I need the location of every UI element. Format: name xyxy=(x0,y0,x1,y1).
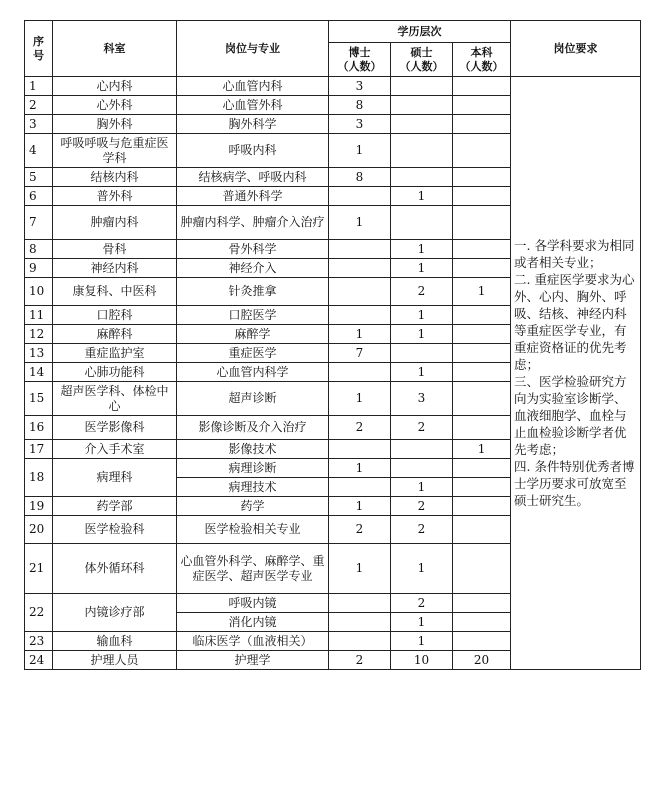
master-count-cell: 1 xyxy=(391,259,453,278)
bachelor-count-cell xyxy=(453,96,511,115)
bachelor-count-cell xyxy=(453,544,511,594)
bachelor-count-cell xyxy=(453,594,511,613)
department-cell: 呼吸呼吸与危重症医学科 xyxy=(53,134,177,168)
header-phd: 博士 （人数） xyxy=(329,43,391,77)
position-cell: 病理技术 xyxy=(177,478,329,497)
department-cell: 心外科 xyxy=(53,96,177,115)
bachelor-count-cell: 1 xyxy=(453,278,511,306)
department-cell: 肿瘤内科 xyxy=(53,206,177,240)
master-count-cell: 2 xyxy=(391,497,453,516)
position-cell: 骨外科学 xyxy=(177,240,329,259)
phd-count-cell: 1 xyxy=(329,382,391,416)
bachelor-count-cell xyxy=(453,134,511,168)
master-count-cell: 1 xyxy=(391,544,453,594)
department-cell: 超声医学科、体检中心 xyxy=(53,382,177,416)
master-count-cell xyxy=(391,96,453,115)
header-education: 学历层次 xyxy=(329,21,511,43)
position-cell: 肿瘤内科学、肿瘤介入治疗 xyxy=(177,206,329,240)
master-count-cell: 2 xyxy=(391,278,453,306)
row-number: 16 xyxy=(25,416,53,440)
department-cell: 普外科 xyxy=(53,187,177,206)
department-cell: 结核内科 xyxy=(53,168,177,187)
position-cell: 口腔医学 xyxy=(177,306,329,325)
bachelor-count-cell xyxy=(453,459,511,478)
row-number: 3 xyxy=(25,115,53,134)
department-cell: 康复科、中医科 xyxy=(53,278,177,306)
position-cell: 心血管外科学、麻醉学、重症医学、超声医学专业 xyxy=(177,544,329,594)
bachelor-count-cell xyxy=(453,115,511,134)
phd-count-cell xyxy=(329,478,391,497)
row-number: 12 xyxy=(25,325,53,344)
row-number: 4 xyxy=(25,134,53,168)
position-cell: 心血管内科学 xyxy=(177,363,329,382)
department-cell: 介入手术室 xyxy=(53,440,177,459)
position-cell: 影像技术 xyxy=(177,440,329,459)
department-cell: 输血科 xyxy=(53,632,177,651)
position-cell: 临床医学（血液相关） xyxy=(177,632,329,651)
bachelor-count-cell xyxy=(453,77,511,96)
department-cell: 骨科 xyxy=(53,240,177,259)
department-cell: 麻醉科 xyxy=(53,325,177,344)
recruitment-table xyxy=(24,20,641,670)
row-number: 18 xyxy=(25,459,53,497)
phd-count-cell: 8 xyxy=(329,96,391,115)
row-number: 19 xyxy=(25,497,53,516)
table-header xyxy=(25,21,641,77)
master-count-cell: 1 xyxy=(391,478,453,497)
position-cell: 消化内镜 xyxy=(177,613,329,632)
row-number: 13 xyxy=(25,344,53,363)
position-cell: 针灸推拿 xyxy=(177,278,329,306)
phd-count-cell xyxy=(329,632,391,651)
bachelor-count-cell xyxy=(453,168,511,187)
position-cell: 医学检验相关专业 xyxy=(177,516,329,544)
position-cell: 药学 xyxy=(177,497,329,516)
position-cell: 重症医学 xyxy=(177,344,329,363)
row-number: 1 xyxy=(25,77,53,96)
bachelor-count-cell xyxy=(453,187,511,206)
phd-count-cell: 1 xyxy=(329,134,391,168)
bachelor-count-cell xyxy=(453,497,511,516)
master-count-cell: 1 xyxy=(391,632,453,651)
phd-count-cell: 1 xyxy=(329,206,391,240)
bachelor-count-cell xyxy=(453,344,511,363)
phd-count-cell xyxy=(329,259,391,278)
position-cell: 麻醉学 xyxy=(177,325,329,344)
master-count-cell: 2 xyxy=(391,594,453,613)
phd-count-cell: 2 xyxy=(329,651,391,670)
department-cell: 重症监护室 xyxy=(53,344,177,363)
master-count-cell: 10 xyxy=(391,651,453,670)
master-count-cell: 1 xyxy=(391,613,453,632)
master-count-cell xyxy=(391,115,453,134)
position-cell: 呼吸内镜 xyxy=(177,594,329,613)
bachelor-count-cell: 1 xyxy=(453,440,511,459)
bachelor-count-cell xyxy=(453,306,511,325)
row-number: 2 xyxy=(25,96,53,115)
bachelor-count-cell xyxy=(453,363,511,382)
bachelor-count-cell xyxy=(453,416,511,440)
row-number: 15 xyxy=(25,382,53,416)
phd-count-cell: 2 xyxy=(329,416,391,440)
row-number: 17 xyxy=(25,440,53,459)
requirements-cell: 一. 各学科要求为相同或者相关专业； 二. 重症医学要求为心外、心内、胸外、呼吸、结核、神经内科等重症医学专业，有重症资格证的优先考虑； 三、医学检验研究方向为实验室诊断学、血液细胞学、血栓与止血检验诊断学者优先考虑； 四. 条件特别优秀者博士学历要求可放宽至硕士研究生。 xyxy=(511,77,641,670)
master-count-cell: 1 xyxy=(391,306,453,325)
master-count-cell: 1 xyxy=(391,240,453,259)
bachelor-count-cell xyxy=(453,516,511,544)
master-count-cell xyxy=(391,77,453,96)
master-count-cell: 1 xyxy=(391,187,453,206)
master-count-cell xyxy=(391,344,453,363)
department-cell: 内镜诊疗部 xyxy=(53,594,177,632)
table-body xyxy=(25,77,641,670)
department-cell: 口腔科 xyxy=(53,306,177,325)
department-cell: 药学部 xyxy=(53,497,177,516)
row-number: 23 xyxy=(25,632,53,651)
phd-count-cell xyxy=(329,240,391,259)
table-row xyxy=(25,77,641,96)
position-cell: 影像诊断及介入治疗 xyxy=(177,416,329,440)
bachelor-count-cell xyxy=(453,206,511,240)
phd-count-cell xyxy=(329,306,391,325)
phd-count-cell: 1 xyxy=(329,325,391,344)
position-cell: 神经介入 xyxy=(177,259,329,278)
row-number: 9 xyxy=(25,259,53,278)
master-count-cell: 3 xyxy=(391,382,453,416)
position-cell: 心血管外科 xyxy=(177,96,329,115)
department-cell: 医学检验科 xyxy=(53,516,177,544)
position-cell: 超声诊断 xyxy=(177,382,329,416)
phd-count-cell: 3 xyxy=(329,77,391,96)
phd-count-cell xyxy=(329,613,391,632)
row-number: 22 xyxy=(25,594,53,632)
position-cell: 病理诊断 xyxy=(177,459,329,478)
row-number: 6 xyxy=(25,187,53,206)
phd-count-cell: 1 xyxy=(329,459,391,478)
phd-count-cell xyxy=(329,594,391,613)
department-cell: 心肺功能科 xyxy=(53,363,177,382)
department-cell: 病理科 xyxy=(53,459,177,497)
bachelor-count-cell xyxy=(453,259,511,278)
bachelor-count-cell xyxy=(453,240,511,259)
bachelor-count-cell xyxy=(453,382,511,416)
row-number: 10 xyxy=(25,278,53,306)
master-count-cell xyxy=(391,168,453,187)
phd-count-cell xyxy=(329,278,391,306)
row-number: 21 xyxy=(25,544,53,594)
row-number: 8 xyxy=(25,240,53,259)
row-number: 14 xyxy=(25,363,53,382)
row-number: 24 xyxy=(25,651,53,670)
master-count-cell xyxy=(391,440,453,459)
phd-count-cell: 1 xyxy=(329,497,391,516)
master-count-cell: 2 xyxy=(391,516,453,544)
bachelor-count-cell: 20 xyxy=(453,651,511,670)
phd-count-cell xyxy=(329,187,391,206)
department-cell: 护理人员 xyxy=(53,651,177,670)
position-cell: 呼吸内科 xyxy=(177,134,329,168)
master-count-cell: 1 xyxy=(391,363,453,382)
master-count-cell: 2 xyxy=(391,416,453,440)
position-cell: 普通外科学 xyxy=(177,187,329,206)
position-cell: 心血管内科 xyxy=(177,77,329,96)
bachelor-count-cell xyxy=(453,613,511,632)
header-master: 硕士 （人数） xyxy=(391,43,453,77)
header-dept: 科室 xyxy=(53,21,177,77)
row-number: 7 xyxy=(25,206,53,240)
master-count-cell xyxy=(391,134,453,168)
bachelor-count-cell xyxy=(453,325,511,344)
department-cell: 胸外科 xyxy=(53,115,177,134)
master-count-cell xyxy=(391,206,453,240)
department-cell: 神经内科 xyxy=(53,259,177,278)
phd-count-cell xyxy=(329,440,391,459)
row-number: 20 xyxy=(25,516,53,544)
row-number: 11 xyxy=(25,306,53,325)
department-cell: 体外循环科 xyxy=(53,544,177,594)
phd-count-cell: 7 xyxy=(329,344,391,363)
position-cell: 胸外科学 xyxy=(177,115,329,134)
header-bachelor: 本科 （人数） xyxy=(453,43,511,77)
position-cell: 结核病学、呼吸内科 xyxy=(177,168,329,187)
department-cell: 医学影像科 xyxy=(53,416,177,440)
row-number: 5 xyxy=(25,168,53,187)
phd-count-cell: 2 xyxy=(329,516,391,544)
master-count-cell: 1 xyxy=(391,325,453,344)
position-cell: 护理学 xyxy=(177,651,329,670)
phd-count-cell: 1 xyxy=(329,544,391,594)
header-position: 岗位与专业 xyxy=(177,21,329,77)
header-requirements: 岗位要求 xyxy=(511,21,641,77)
bachelor-count-cell xyxy=(453,478,511,497)
header-no: 序 号 xyxy=(25,21,53,77)
phd-count-cell: 8 xyxy=(329,168,391,187)
bachelor-count-cell xyxy=(453,632,511,651)
phd-count-cell xyxy=(329,363,391,382)
master-count-cell xyxy=(391,459,453,478)
phd-count-cell: 3 xyxy=(329,115,391,134)
department-cell: 心内科 xyxy=(53,77,177,96)
